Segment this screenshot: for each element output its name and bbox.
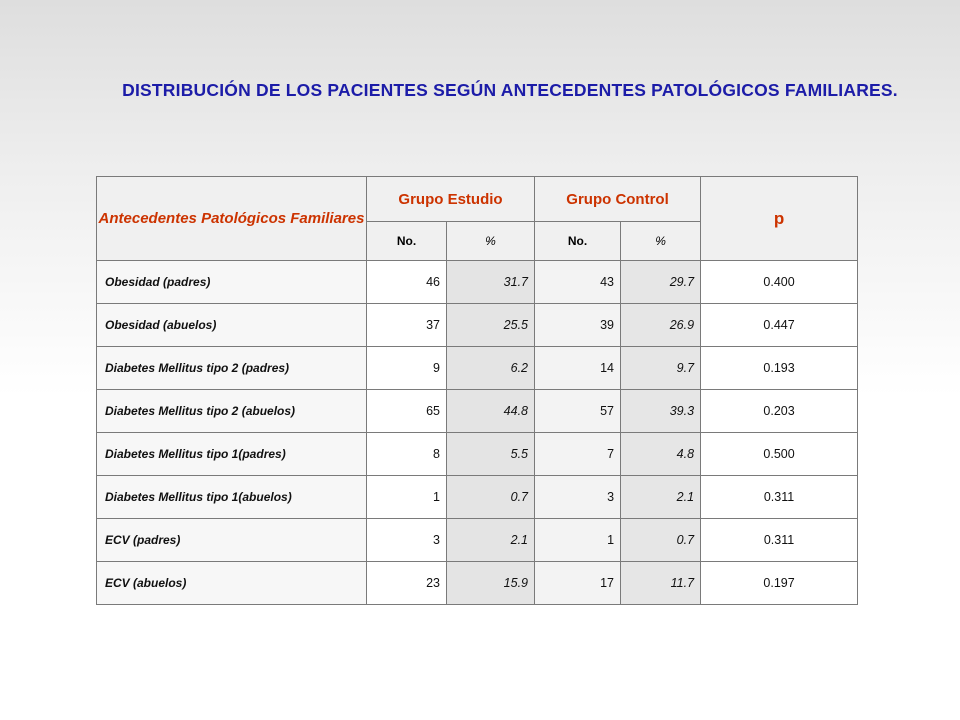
- cell-estudio-no: 65: [367, 390, 447, 433]
- cell-estudio-pct: 0.7: [447, 476, 535, 519]
- cell-estudio-no: 8: [367, 433, 447, 476]
- table-row: [97, 476, 858, 519]
- cell-p-value: 0.203: [701, 390, 858, 433]
- row-label: Diabetes Mellitus tipo 1(abuelos): [97, 476, 367, 519]
- row-label: Diabetes Mellitus tipo 2 (abuelos): [97, 390, 367, 433]
- table-row: [97, 347, 858, 390]
- row-label: Diabetes Mellitus tipo 1(padres): [97, 433, 367, 476]
- cell-control-pct: 2.1: [621, 476, 701, 519]
- cell-control-pct: 39.3: [621, 390, 701, 433]
- table-row: [97, 433, 858, 476]
- cell-control-no: 39: [535, 304, 621, 347]
- subheader-estudio-no: No.: [367, 222, 447, 261]
- cell-control-no: 57: [535, 390, 621, 433]
- row-label: ECV (abuelos): [97, 562, 367, 605]
- cell-control-pct: 4.8: [621, 433, 701, 476]
- row-label: Diabetes Mellitus tipo 2 (padres): [97, 347, 367, 390]
- row-label: Obesidad (padres): [97, 261, 367, 304]
- cell-control-no: 14: [535, 347, 621, 390]
- header-grupo-control: Grupo Control: [535, 177, 701, 222]
- cell-estudio-no: 46: [367, 261, 447, 304]
- cell-p-value: 0.447: [701, 304, 858, 347]
- cell-control-no: 17: [535, 562, 621, 605]
- row-label: ECV (padres): [97, 519, 367, 562]
- header-p: p: [701, 177, 858, 261]
- cell-p-value: 0.311: [701, 519, 858, 562]
- header-antecedentes: Antecedentes Patológicos Familiares: [97, 177, 367, 261]
- table-row: [97, 519, 858, 562]
- subheader-control-no: No.: [535, 222, 621, 261]
- cell-estudio-pct: 5.5: [447, 433, 535, 476]
- cell-estudio-pct: 15.9: [447, 562, 535, 605]
- cell-control-no: 1: [535, 519, 621, 562]
- cell-control-pct: 11.7: [621, 562, 701, 605]
- cell-estudio-no: 1: [367, 476, 447, 519]
- cell-control-no: 7: [535, 433, 621, 476]
- antecedentes-table: [96, 176, 858, 605]
- cell-estudio-pct: 44.8: [447, 390, 535, 433]
- cell-control-no: 3: [535, 476, 621, 519]
- row-label: Obesidad (abuelos): [97, 304, 367, 347]
- cell-p-value: 0.311: [701, 476, 858, 519]
- table-row: [97, 261, 858, 304]
- cell-estudio-pct: 6.2: [447, 347, 535, 390]
- cell-estudio-no: 37: [367, 304, 447, 347]
- cell-estudio-no: 23: [367, 562, 447, 605]
- cell-p-value: 0.197: [701, 562, 858, 605]
- subheader-estudio-pct: %: [447, 222, 535, 261]
- subheader-control-pct: %: [621, 222, 701, 261]
- page-title: DISTRIBUCIÓN DE LOS PACIENTES SEGÚN ANTECEDENTES PATOLÓGICOS FAMILIARES.: [122, 80, 898, 100]
- cell-control-pct: 9.7: [621, 347, 701, 390]
- cell-p-value: 0.500: [701, 433, 858, 476]
- cell-p-value: 0.400: [701, 261, 858, 304]
- cell-control-no: 43: [535, 261, 621, 304]
- cell-control-pct: 0.7: [621, 519, 701, 562]
- cell-control-pct: 26.9: [621, 304, 701, 347]
- table-row: [97, 562, 858, 605]
- cell-p-value: 0.193: [701, 347, 858, 390]
- table-row: [97, 304, 858, 347]
- cell-estudio-pct: 25.5: [447, 304, 535, 347]
- cell-estudio-no: 9: [367, 347, 447, 390]
- cell-control-pct: 29.7: [621, 261, 701, 304]
- table-row: [97, 390, 858, 433]
- cell-estudio-pct: 31.7: [447, 261, 535, 304]
- cell-estudio-pct: 2.1: [447, 519, 535, 562]
- table-body: [97, 261, 858, 605]
- header-grupo-estudio: Grupo Estudio: [367, 177, 535, 222]
- cell-estudio-no: 3: [367, 519, 447, 562]
